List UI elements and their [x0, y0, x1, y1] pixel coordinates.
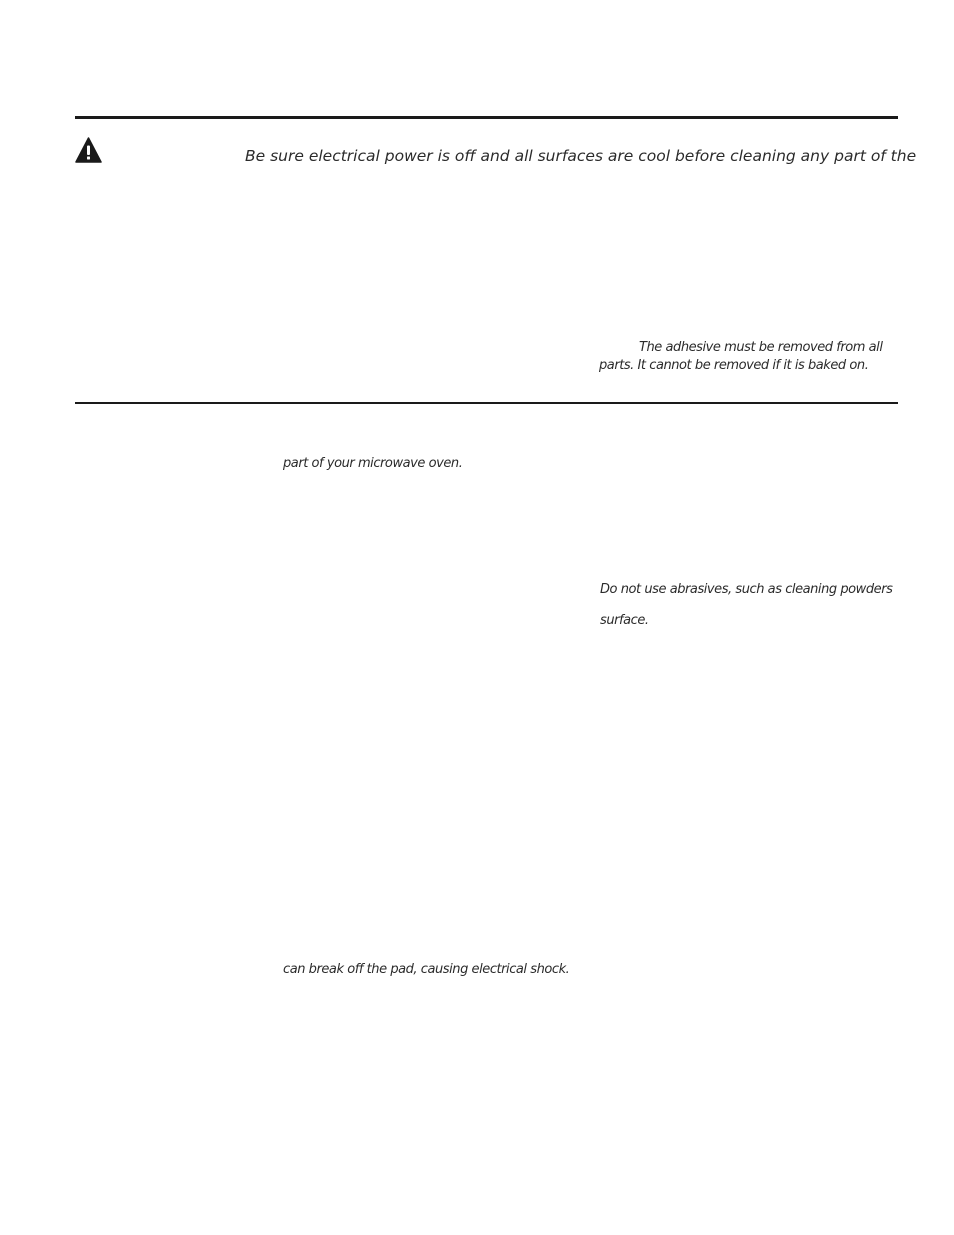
abrasive-note-line-1: Do not use abrasives, such as cleaning powders: [600, 582, 893, 597]
warning-text: Be sure electrical power is off and all surfaces are cool before cleaning any part of the: [245, 147, 917, 165]
body-text-line: part of your microwave oven.: [283, 456, 463, 471]
top-divider: [75, 116, 898, 119]
adhesive-note-line-1: The adhesive must be removed from all: [639, 340, 883, 355]
warning-triangle-icon: [75, 137, 102, 163]
adhesive-note-line-2: parts. It cannot be removed if it is baked on.: [599, 358, 869, 373]
shock-caution-text: can break off the pad, causing electrical shock.: [283, 962, 570, 977]
section-divider: [75, 402, 898, 404]
abrasive-note-line-2: surface.: [600, 613, 649, 628]
